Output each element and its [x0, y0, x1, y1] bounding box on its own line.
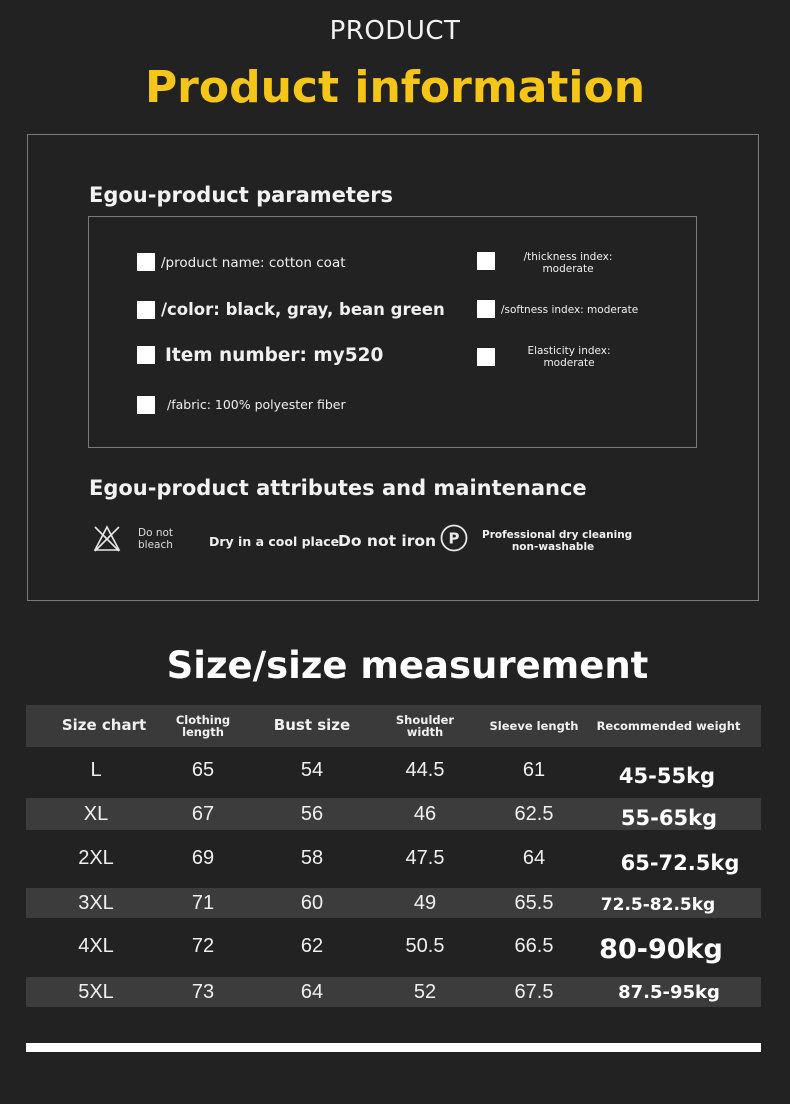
- cell-shoulder: 46: [413, 802, 437, 825]
- checkbox-icon: [137, 301, 155, 319]
- table-row: [26, 798, 761, 830]
- header-size-chart: Size chart: [61, 716, 147, 735]
- param-softness: /softness index: moderate: [501, 304, 639, 316]
- care-no-iron: Do not iron: [338, 532, 437, 550]
- care-dry-cleaning: Professional dry cleaning non-washable: [482, 529, 633, 553]
- size-section-title: Size/size measurement: [166, 644, 649, 687]
- cell-weight: 65-72.5kg: [620, 851, 740, 875]
- checkbox-icon: [137, 396, 155, 414]
- table-row: [26, 926, 761, 966]
- cell-shoulder: 50.5: [405, 934, 445, 957]
- cell-length: 67: [191, 802, 215, 825]
- cell-sleeve: 61: [522, 758, 546, 781]
- cell-shoulder: 52: [413, 980, 437, 1003]
- table-row: [26, 977, 761, 1007]
- table-row: [26, 888, 761, 918]
- table-row: [26, 838, 761, 878]
- cell-sleeve: 66.5: [514, 934, 554, 957]
- table-row: [26, 750, 761, 790]
- no-bleach-icon: [92, 524, 122, 554]
- param-elasticity: Elasticity index: moderate: [527, 345, 611, 369]
- cell-shoulder: 47.5: [405, 846, 445, 869]
- param-color: /color: black, gray, bean green: [161, 300, 445, 319]
- cell-bust: 54: [300, 758, 324, 781]
- checkbox-icon: [477, 300, 495, 318]
- cell-weight: 87.5-95kg: [618, 981, 720, 1003]
- cell-bust: 64: [300, 980, 324, 1003]
- cell-size: 5XL: [78, 980, 114, 1003]
- parameters-title: Egou-product parameters: [89, 183, 394, 207]
- header-clothing-length: Clothing length: [175, 712, 231, 739]
- checkbox-icon: [477, 348, 495, 366]
- cell-size: 2XL: [78, 846, 114, 869]
- cell-shoulder: 49: [413, 891, 437, 914]
- param-item-number: Item number: my520: [165, 345, 384, 366]
- cell-length: 72: [191, 934, 215, 957]
- cell-shoulder: 44.5: [405, 758, 445, 781]
- cell-sleeve: 67.5: [514, 980, 554, 1003]
- maintenance-title: Egou-product attributes and maintenance: [89, 476, 587, 500]
- header-sleeve-length: Sleeve length: [489, 718, 579, 733]
- cell-size: 4XL: [78, 934, 114, 957]
- care-no-bleach: Do not bleach: [138, 527, 174, 551]
- param-fabric: /fabric: 100% polyester fiber: [167, 397, 346, 412]
- cell-bust: 60: [300, 891, 324, 914]
- care-dry-cool: Dry in a cool place: [209, 534, 340, 549]
- header-recommended-weight: Recommended weight: [596, 718, 741, 733]
- bottom-divider: [26, 1043, 761, 1052]
- header-shoulder-width: Shoulder width: [395, 712, 455, 739]
- cell-sleeve: 65.5: [514, 891, 554, 914]
- cell-length: 69: [191, 846, 215, 869]
- size-table-header: [26, 705, 761, 747]
- page-title: Product information: [144, 62, 646, 113]
- checkbox-icon: [137, 346, 155, 364]
- dry-clean-p-icon: [439, 523, 469, 553]
- checkbox-icon: [137, 253, 155, 271]
- cell-length: 71: [191, 891, 215, 914]
- cell-sleeve: 64: [522, 846, 546, 869]
- cell-size: XL: [83, 802, 109, 825]
- cell-sleeve: 62.5: [514, 802, 554, 825]
- param-thickness: /thickness index: moderate: [523, 251, 613, 275]
- param-product-name: /product name: cotton coat: [161, 255, 346, 271]
- product-label: PRODUCT: [329, 16, 461, 46]
- cell-size: 3XL: [78, 891, 114, 914]
- cell-length: 73: [191, 980, 215, 1003]
- cell-size: L: [90, 758, 102, 781]
- cell-bust: 62: [300, 934, 324, 957]
- cell-weight: 55-65kg: [620, 806, 718, 830]
- cell-bust: 58: [300, 846, 324, 869]
- svg-text:P: P: [448, 529, 460, 548]
- cell-length: 65: [191, 758, 215, 781]
- cell-weight: 45-55kg: [618, 764, 716, 788]
- cell-weight: 72.5-82.5kg: [600, 895, 716, 915]
- cell-bust: 56: [300, 802, 324, 825]
- checkbox-icon: [477, 252, 495, 270]
- header-bust-size: Bust size: [273, 716, 351, 735]
- cell-weight: 80-90kg: [599, 933, 723, 965]
